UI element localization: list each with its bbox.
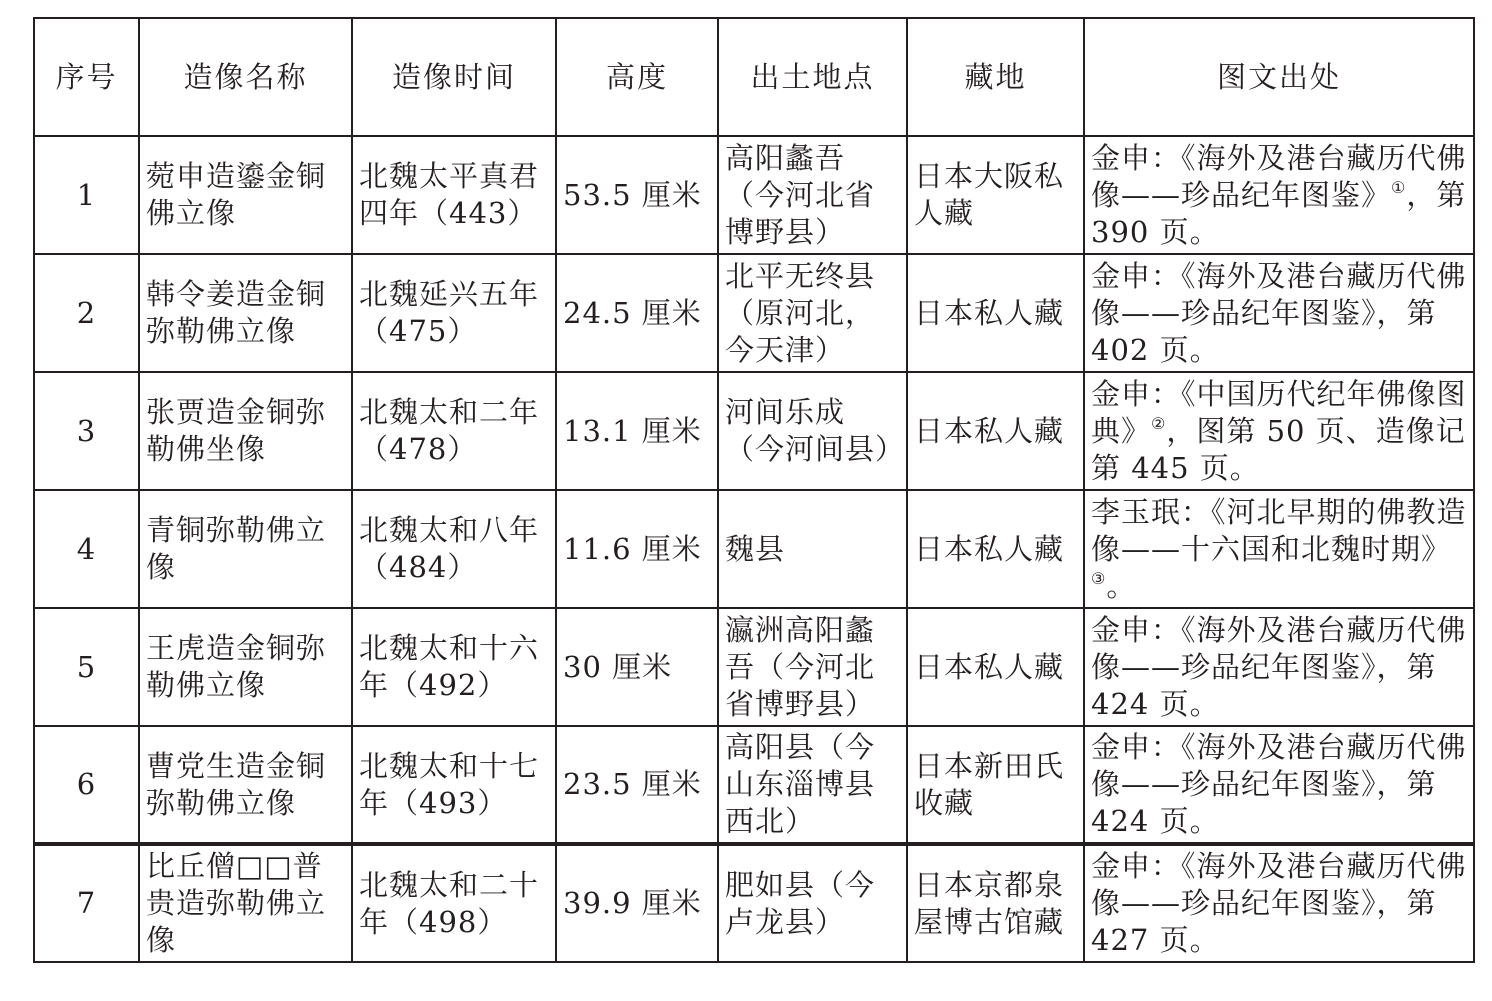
source-tail: ，图第 50 页、造像记第 445 页。 (1091, 413, 1466, 485)
cell-holder: 日本私人藏 (907, 372, 1084, 490)
source-text: 金申：《海外及港台藏历代佛像——珍品纪年图鉴》 (1091, 730, 1467, 801)
header-place: 出土地点 (718, 18, 907, 136)
cell-place: 魏县 (718, 490, 907, 608)
table-row (34, 844, 1474, 962)
header-row (34, 18, 1474, 136)
cell-place: 瀛洲高阳蠡吾（今河北省博野县） (718, 608, 907, 726)
cell-height: 30 厘米 (556, 608, 718, 726)
footnote-marker: ① (1391, 177, 1407, 197)
cell-index: 4 (34, 490, 139, 608)
cell-name: 张贾造金铜弥勒佛坐像 (139, 372, 352, 490)
cell-time: 北魏太和十六年（492） (352, 608, 556, 726)
cell-index: 7 (34, 844, 139, 962)
cell-holder: 日本私人藏 (907, 608, 1084, 726)
cell-source (1084, 372, 1474, 490)
statue-table (33, 17, 1475, 963)
cell-name: 菀申造鎏金铜佛立像 (139, 136, 352, 254)
cell-name: 曹党生造金铜弥勒佛立像 (139, 726, 352, 844)
table-row (34, 726, 1474, 844)
cell-source (1084, 844, 1474, 962)
cell-place: 河间乐成（今河间县） (718, 372, 907, 490)
cell-holder: 日本新田氏收藏 (907, 726, 1084, 844)
cell-name: 比丘僧□□普贵造弥勒佛立像 (139, 844, 352, 962)
cell-index: 2 (34, 254, 139, 372)
cell-time: 北魏太和十七年（493） (352, 726, 556, 844)
header-index: 序号 (34, 18, 139, 136)
cell-height: 39.9 厘米 (556, 844, 718, 962)
cell-place: 高阳县（今山东淄博县西北） (718, 726, 907, 844)
source-tail: ，第 424 页。 (1091, 649, 1437, 721)
cell-height: 23.5 厘米 (556, 726, 718, 844)
source-text: 金申：《海外及港台藏历代佛像——珍品纪年图鉴》 (1091, 140, 1467, 212)
header-holder: 藏地 (907, 18, 1084, 136)
cell-holder: 日本私人藏 (907, 490, 1084, 608)
cell-index: 5 (34, 608, 139, 726)
cell-source (1084, 490, 1474, 608)
source-text: 金申：《海外及港台藏历代佛像——珍品纪年图鉴》 (1091, 849, 1467, 920)
cell-index: 6 (34, 726, 139, 844)
cell-name: 韩令姜造金铜弥勒佛立像 (139, 254, 352, 372)
source-tail: 。 (1106, 568, 1137, 603)
footnote-marker: ② (1151, 413, 1167, 433)
cell-source (1084, 136, 1474, 254)
table-header (34, 18, 1474, 136)
source-tail: ，第 402 页。 (1091, 295, 1437, 367)
cell-time: 北魏太和八年（484） (352, 490, 556, 608)
cell-source (1084, 254, 1474, 372)
table-row (34, 490, 1474, 608)
source-text: 金申：《海外及港台藏历代佛像——珍品纪年图鉴》 (1091, 258, 1467, 330)
cell-holder: 日本私人藏 (907, 254, 1084, 372)
cell-place: 肥如县（今卢龙县） (718, 844, 907, 962)
cell-holder: 日本大阪私人藏 (907, 136, 1084, 254)
cell-index: 3 (34, 372, 139, 490)
source-text: 金申：《海外及港台藏历代佛像——珍品纪年图鉴》 (1091, 612, 1467, 684)
cell-source (1084, 726, 1474, 844)
table-row (34, 372, 1474, 490)
source-tail: ，第 390 页。 (1091, 177, 1467, 249)
cell-height: 24.5 厘米 (556, 254, 718, 372)
header-name: 造像名称 (139, 18, 352, 136)
cell-time: 北魏太和二十年（498） (352, 844, 556, 962)
table-row (34, 254, 1474, 372)
table-row (34, 608, 1474, 726)
source-tail: ，第 424 页。 (1091, 767, 1437, 838)
cell-place: 高阳蠡吾（今河北省博野县） (718, 136, 907, 254)
table-row (34, 136, 1474, 254)
cell-name: 王虎造金铜弥勒佛立像 (139, 608, 352, 726)
table-body (34, 136, 1474, 962)
source-tail: ，第 427 页。 (1091, 886, 1437, 957)
cell-time: 北魏延兴五年（475） (352, 254, 556, 372)
cell-source (1084, 608, 1474, 726)
cell-place: 北平无终县（原河北，今天津） (718, 254, 907, 372)
cell-index: 1 (34, 136, 139, 254)
cell-height: 13.1 厘米 (556, 372, 718, 490)
source-text: 李玉珉：《河北早期的佛教造像——十六国和北魏时期》 (1091, 494, 1467, 566)
footnote-marker: ③ (1091, 568, 1107, 588)
cell-name: 青铜弥勒佛立像 (139, 490, 352, 608)
cell-time: 北魏太和二年（478） (352, 372, 556, 490)
cell-time: 北魏太平真君四年（443） (352, 136, 556, 254)
cell-holder: 日本京都泉屋博古馆藏 (907, 844, 1084, 962)
cell-height: 53.5 厘米 (556, 136, 718, 254)
header-source: 图文出处 (1084, 18, 1474, 136)
cell-height: 11.6 厘米 (556, 490, 718, 608)
header-time: 造像时间 (352, 18, 556, 136)
header-height: 高度 (556, 18, 718, 136)
source-text: 金申：《中国历代纪年佛像图典》 (1091, 376, 1467, 448)
